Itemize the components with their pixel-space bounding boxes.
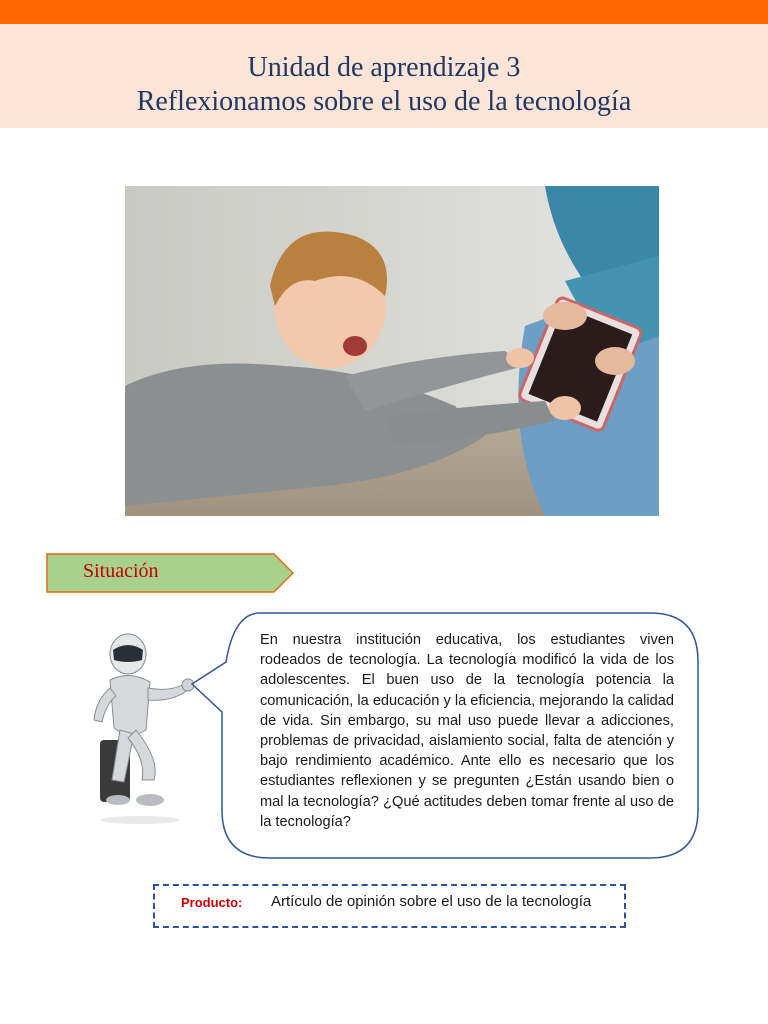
speech-bubble: [190, 612, 700, 860]
situacion-banner: [46, 553, 294, 593]
robot-illustration: [80, 630, 200, 830]
product-text: Artículo de opinión sobre el uso de la tecnología: [271, 893, 592, 910]
product-box: [153, 884, 626, 928]
page-header: [0, 24, 768, 128]
product-label: Producto:: [181, 895, 243, 910]
child-tablet-photo: [125, 186, 659, 516]
situation-paragraph: En nuestra institución educativa, los estudiantes viven rodeados de tecnología. La tecnología modificó la vida de los adolescentes. El buen uso de la tecnología potencia la comunicación, la educación y la eficiencia, mejorando la calidad de vida. Sin embargo, su mal uso puede llevar a adicciones, problemas de privacidad, aislamiento social, falta de atención y bajo rendimiento académico. Ante ello es necesario que los estudiantes reflexionen y se pregunten ¿Están usando bien o mal la tecnología? ¿Qué actitudes deben tomar frente al uso de la tecnología?: [260, 632, 674, 830]
unit-subtitle: Reflexionamos sobre el uso de la tecnología: [136, 86, 632, 117]
situacion-label: Situación: [83, 560, 159, 582]
unit-title: Unidad de aprendizaje 3: [247, 52, 521, 83]
top-accent-bar: [0, 0, 768, 24]
